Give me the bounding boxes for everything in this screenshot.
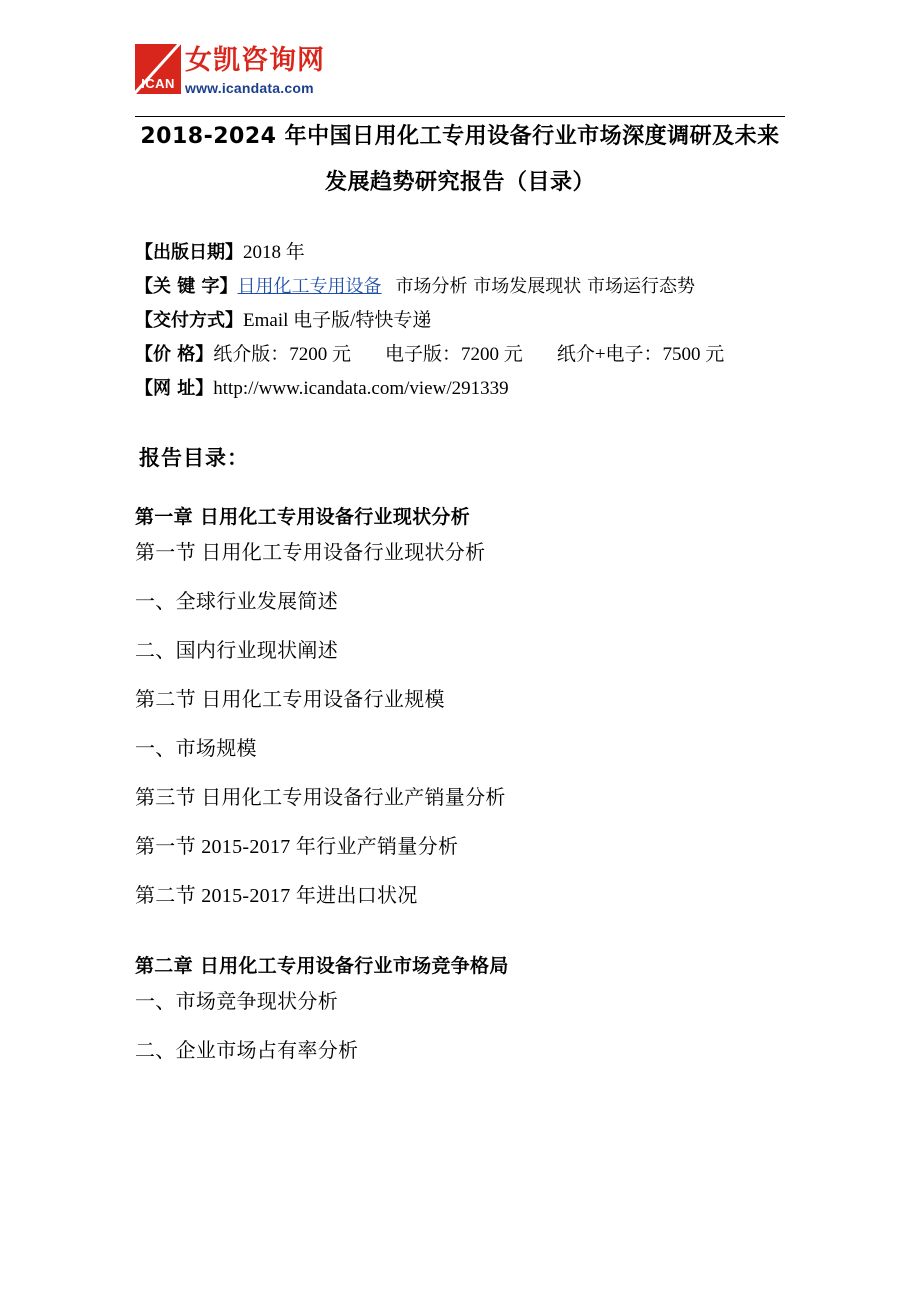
meta-value-url: http://www.icandata.com/view/291339 — [213, 378, 509, 399]
toc-entry: 第二节 日用化工专用设备行业规模 — [135, 689, 445, 711]
logo-brand-name: 女凯咨询网 — [185, 45, 325, 76]
toc-chapter: 第二章 日用化工专用设备行业市场竞争格局 — [135, 955, 509, 977]
meta-label-url: 【网 址】 — [135, 378, 214, 399]
page-header — [135, 0, 785, 96]
toc-entry: 二、企业市场占有率分析 — [135, 1040, 359, 1062]
toc-entry: 二、国内行业现状阐述 — [135, 640, 338, 662]
meta-value-price-print: 纸介版：7200 元 — [213, 344, 352, 365]
logo-mark-icon — [135, 44, 181, 94]
meta-row-publish-date — [135, 236, 785, 270]
logo-mark-text: ICAN — [141, 76, 175, 91]
meta-value-price-digital: 电子版：7200 元 — [385, 344, 523, 365]
meta-value-keywords: 市场分析 市场发展现状 市场运行态势 — [395, 276, 695, 297]
page-title: 2018-2024 年中国日用化工专用设备行业市场深度调研及未来发展趋势研究报告（目录） — [140, 124, 780, 195]
toc-entry: 第一节 2015-2017 年行业产销量分析 — [135, 836, 459, 858]
toc-entry: 一、市场规模 — [135, 738, 257, 760]
meta-row-url — [135, 372, 785, 406]
meta-label-price: 【价 格】 — [135, 344, 214, 365]
meta-label-delivery: 【交付方式】 — [135, 310, 243, 331]
toc-entry: 第一节 日用化工专用设备行业现状分析 — [135, 542, 486, 564]
toc-entry: 一、全球行业发展简述 — [135, 591, 338, 613]
logo-brand-url: www.icandata.com — [185, 80, 314, 96]
meta-value-price-bundle: 纸介+电子：7500 元 — [556, 344, 725, 365]
toc-heading: 报告目录： — [139, 446, 249, 470]
document-meta — [135, 236, 785, 406]
brand-logo — [135, 44, 325, 106]
meta-row-keywords — [135, 270, 785, 304]
meta-value-publish-date: 2018 年 — [243, 242, 305, 263]
meta-label-keywords: 【关 键 字】 — [135, 276, 238, 297]
table-of-contents — [135, 502, 785, 1076]
meta-row-price — [135, 338, 785, 372]
meta-value-delivery: Email 电子版/特快专递 — [243, 310, 432, 331]
keyword-link[interactable]: 日用化工专用设备 — [237, 276, 382, 297]
meta-row-delivery — [135, 304, 785, 338]
toc-chapter: 第一章 日用化工专用设备行业现状分析 — [135, 506, 471, 528]
meta-label-publish-date: 【出版日期】 — [135, 242, 243, 263]
toc-entry: 一、市场竞争现状分析 — [135, 991, 338, 1013]
toc-entry: 第三节 日用化工专用设备行业产销量分析 — [135, 787, 506, 809]
toc-entry: 第二节 2015-2017 年进出口状况 — [135, 885, 418, 907]
